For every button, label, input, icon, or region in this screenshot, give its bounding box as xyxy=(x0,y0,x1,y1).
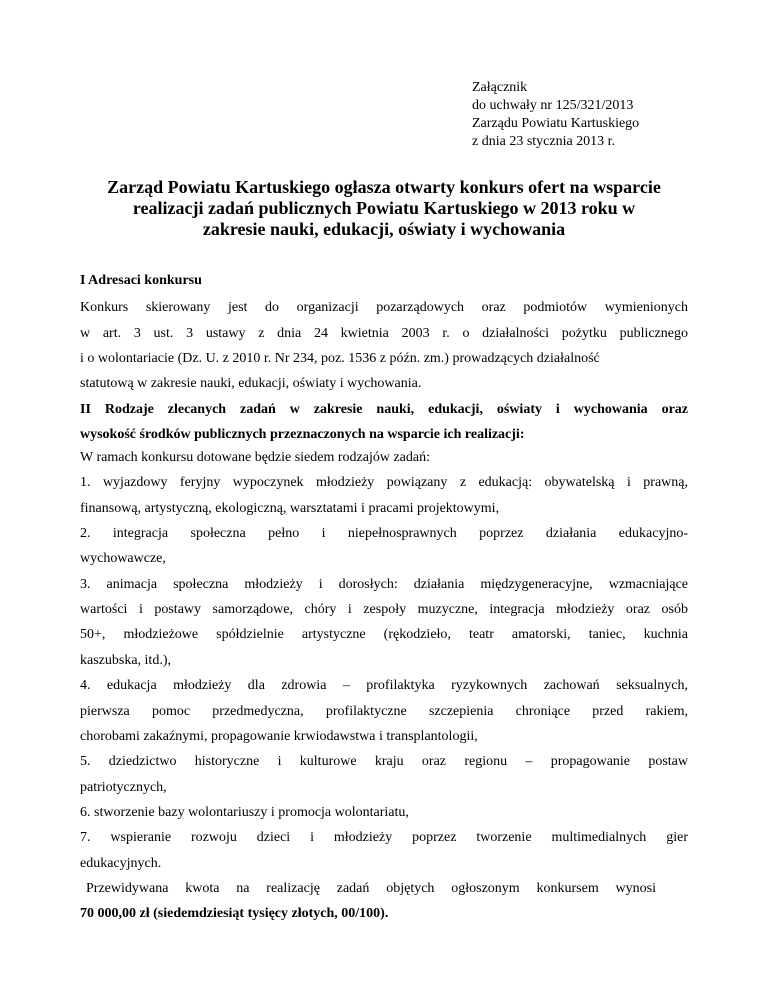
title-line: realizacji zadań publicznych Powiatu Kartuskiego w 2013 roku w xyxy=(132,198,636,218)
section-2-intro: W ramach konkursu dotowane będzie siedem rodzajów zadań: xyxy=(80,450,430,465)
task-item-1-continued: finansową, artystyczną, ekologiczną, warsztatami i pracami projektowymi, xyxy=(80,501,500,516)
title-line: Zarząd Powiatu Kartuskiego ogłasza otwarty konkurs ofert na wsparcie xyxy=(107,177,661,197)
task-item-7-continued: edukacyjnych. xyxy=(80,856,162,871)
task-item-7: 7. wspieranie rozwoju dzieci i młodzieży poprzez tworzenie multimedialnych gier xyxy=(80,830,688,845)
section-2-heading: II Rodzaje zlecanych zadań w zakresie nauki, edukacji, oświaty i wychowania oraz xyxy=(80,402,688,417)
document-title xyxy=(80,177,688,240)
task-item-2-continued: wychowawcze, xyxy=(80,551,166,566)
section-1-text-line: w art. 3 ust. 3 ustawy z dnia 24 kwietnia 2003 r. o działalności pożytku publicznego xyxy=(80,326,688,341)
task-item-3: 3. animacja społeczna młodzieży i dorosłych: działania międzygeneracyjne, wzmacniające xyxy=(80,577,688,592)
task-item-4-continued: chorobami zakaźnymi, propagowanie krwiodawstwa i transplantologii, xyxy=(80,729,478,744)
title-line: zakresie nauki, edukacji, oświaty i wychowania xyxy=(202,219,566,239)
section-1-text-line: Konkurs skierowany jest do organizacji pozarządowych oraz podmiotów wymienionych xyxy=(80,300,688,315)
annex-header xyxy=(472,79,639,151)
annex-resolution-number: do uchwały nr 125/321/2013 xyxy=(472,98,634,113)
task-item-3-continued: 50+, młodzieżowe spółdzielnie artystyczne (rękodzieło, teatr amatorski, taniec, kuchnia xyxy=(80,627,688,642)
task-item-4: 4. edukacja młodzieży dla zdrowia – profilaktyka ryzykownych zachowań seksualnych, xyxy=(80,678,688,693)
funding-amount-value: 70 000,00 zł (siedemdziesiąt tysięcy złotych, 00/100). xyxy=(80,906,389,921)
task-item-3-continued: wartości i postawy samorządowe, chóry i zespoły muzyczne, integracja młodzieży oraz osób xyxy=(80,602,688,617)
annex-date: z dnia 23 stycznia 2013 r. xyxy=(472,134,616,149)
task-item-5: 5. dziedzictwo historyczne i kulturowe kraju oraz regionu – propagowanie postaw xyxy=(80,754,688,769)
annex-label: Załącznik xyxy=(472,80,528,95)
task-item-1: 1. wyjazdowy feryjny wypoczynek młodzieży powiązany z edukacją: obywatelską i prawną, xyxy=(80,475,688,490)
annex-board-name: Zarządu Powiatu Kartuskiego xyxy=(472,116,640,131)
task-item-5-continued: patriotycznych, xyxy=(80,780,167,795)
task-item-2: 2. integracja społeczna pełno i niepełnosprawnych poprzez działania edukacyjno- xyxy=(80,526,688,541)
task-item-3-continued: kaszubska, itd.), xyxy=(80,653,171,668)
section-2-heading-continued: wysokość środków publicznych przeznaczonych na wsparcie ich realizacji: xyxy=(80,427,525,442)
section-1-heading: I Adresaci konkursu xyxy=(80,273,202,288)
task-item-4-continued: pierwsza pomoc przedmedyczna, profilaktyczne szczepienia chroniące przed rakiem, xyxy=(80,704,688,719)
section-1-text-line: i o wolontariacie (Dz. U. z 2010 r. Nr 234, poz. 1536 z późn. zm.) prowadzących działalność xyxy=(80,351,600,366)
section-1-text-line: statutową w zakresie nauki, edukacji, oświaty i wychowania. xyxy=(80,376,422,391)
funding-amount-text: Przewidywana kwota na realizację zadań objętych ogłoszonym konkursem wynosi xyxy=(86,881,656,896)
task-item-6: 6. stworzenie bazy wolontariuszy i promocja wolontariatu, xyxy=(80,805,409,820)
